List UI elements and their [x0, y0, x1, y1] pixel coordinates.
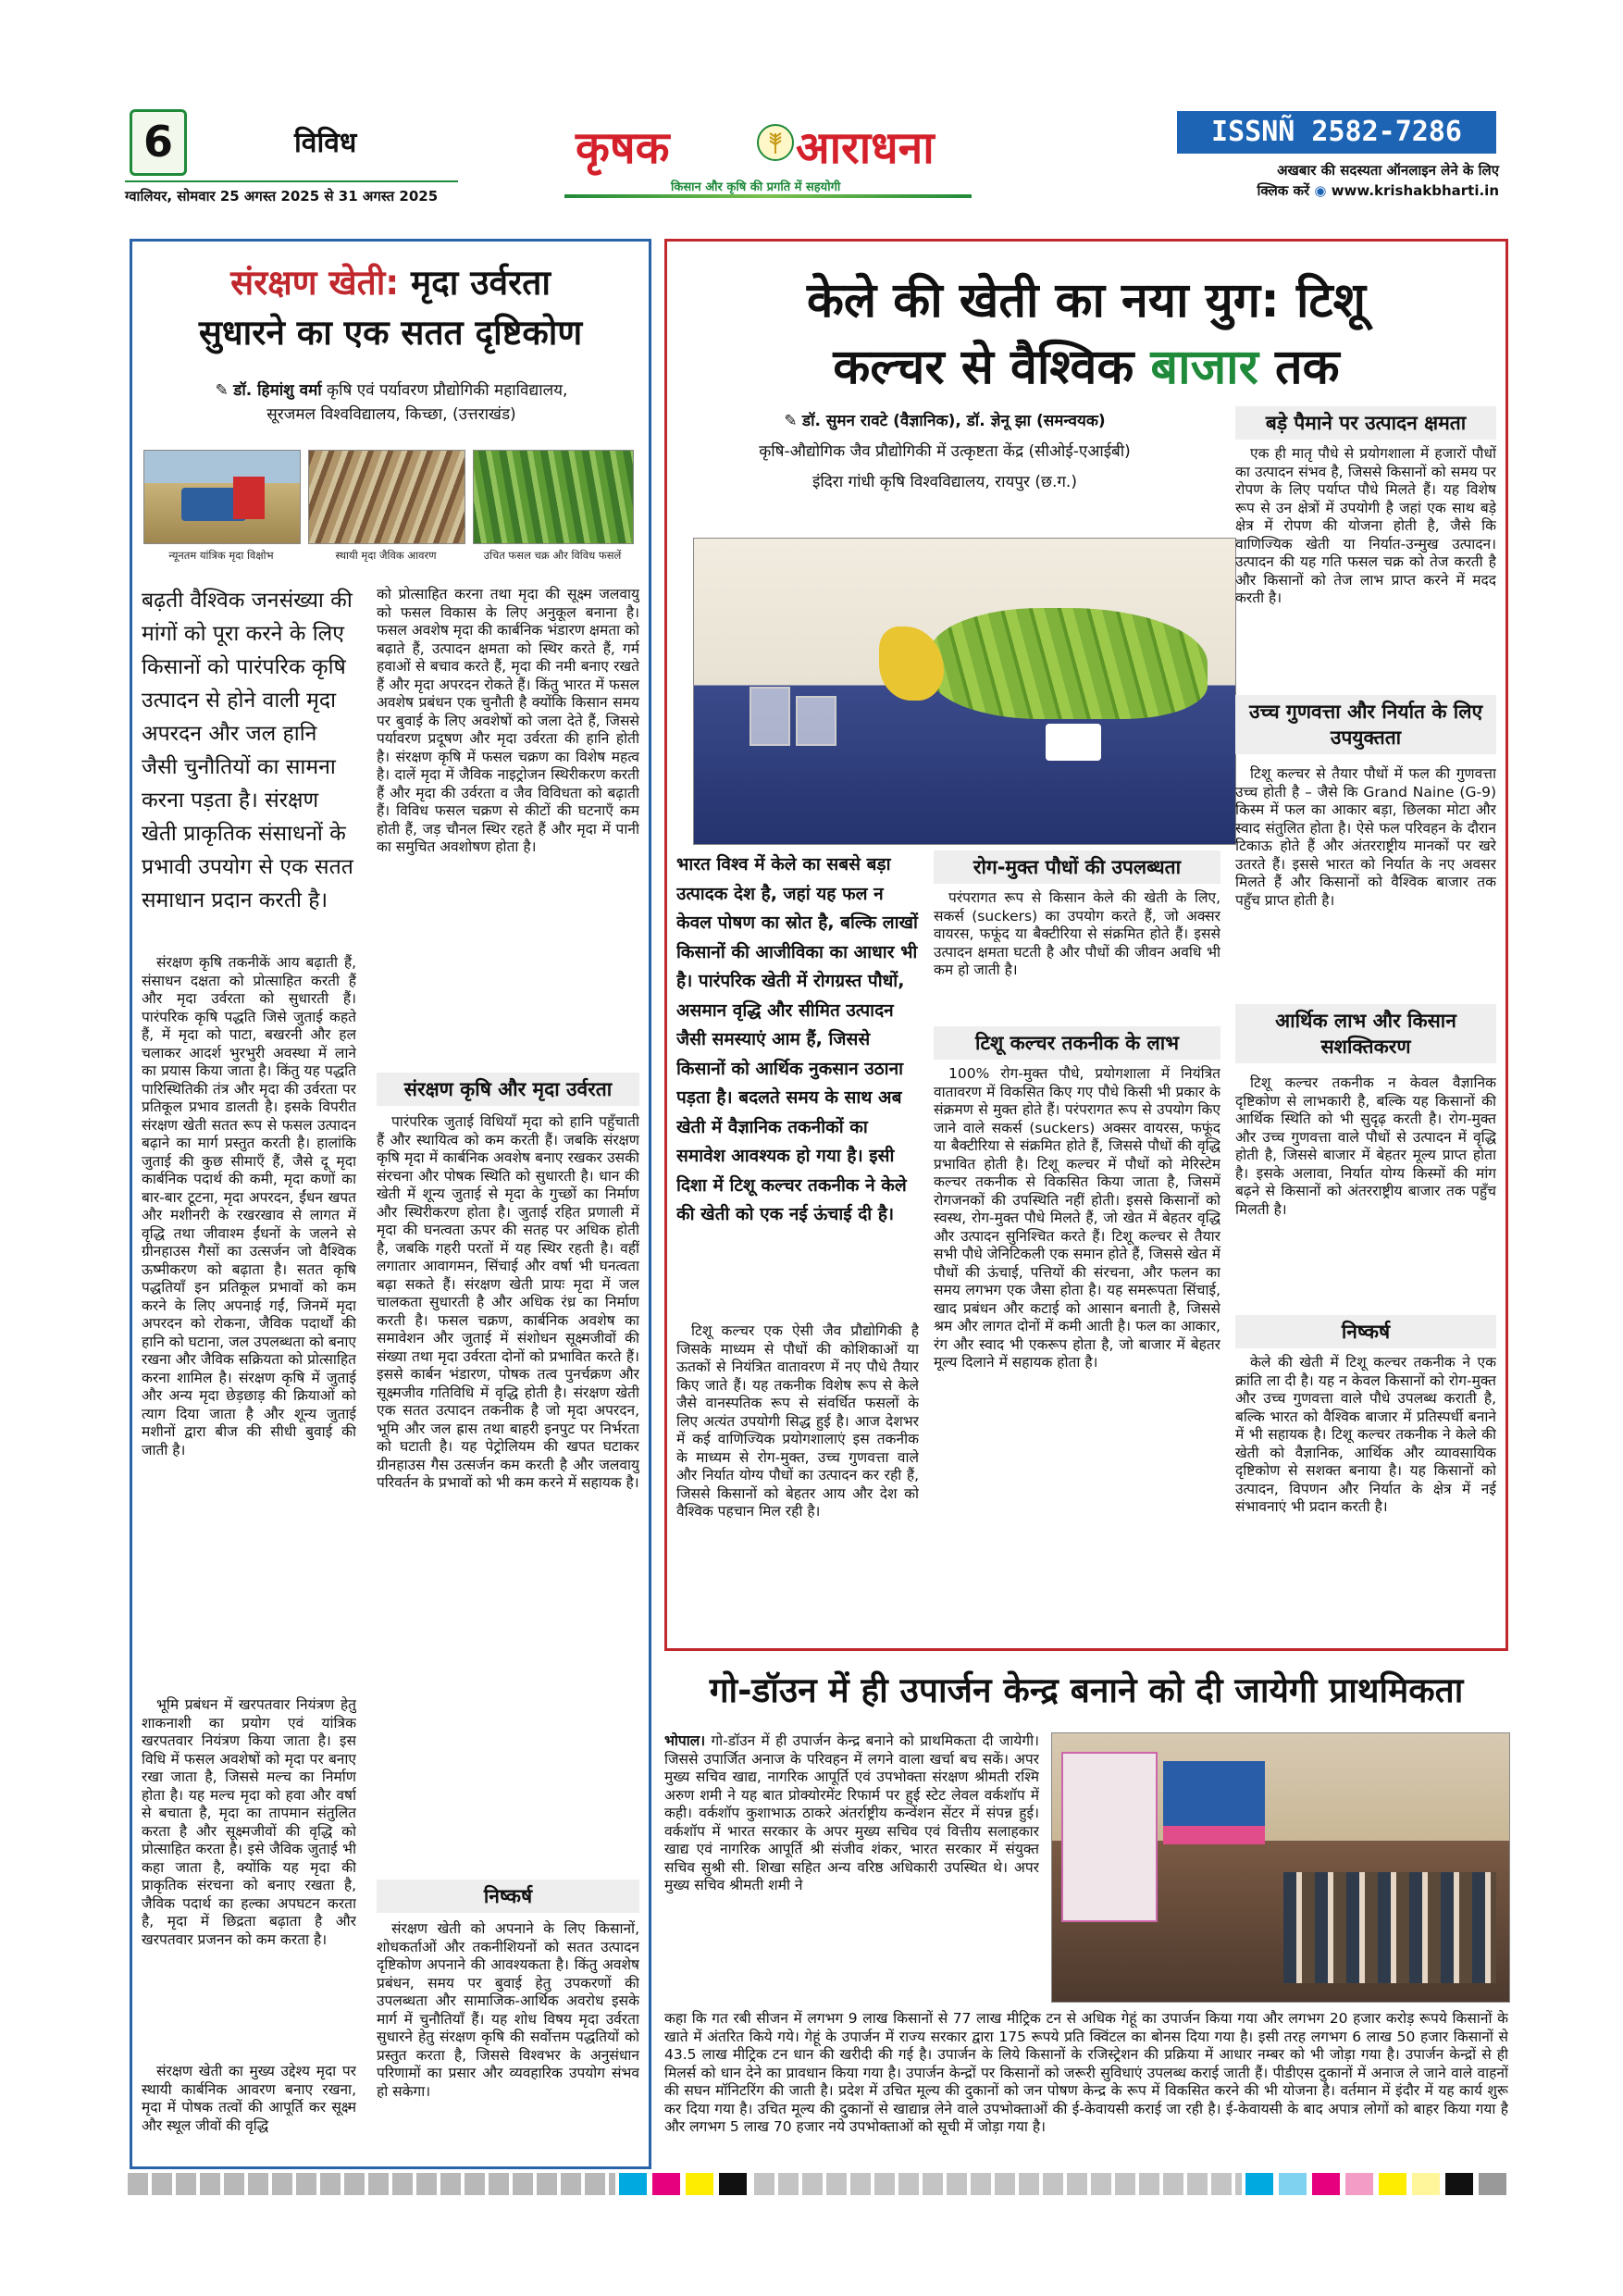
article2-colC-h1: बड़े पैमाने पर उत्पादन क्षमता [1235, 406, 1496, 440]
article2-byline [676, 406, 1213, 498]
article1-aff2: सूरजमल विश्वविद्यालय, किच्छा, (उत्तराखंड) [266, 405, 516, 424]
swatch-cyan [619, 2173, 647, 2195]
section-label: विविध [294, 127, 357, 159]
article3-title: गो-डॉउन में ही उपार्जन केन्द्र बनाने को दी जायेगी प्राथमिकता [709, 1670, 1464, 1710]
photo-banana-lab [693, 538, 1236, 845]
article1-title-red: संरक्षण खेती: [230, 263, 400, 303]
brand-logo [564, 117, 972, 200]
article1-col1-p3: संरक्षण खेती का मुख्य उद्देश्य मृदा पर स्थायी कार्बनिक आवरण बनाए रखना, मृदा में पोषक तत्वों की आपूर्ति कर सूक्ष्म और स्थूल जीवों की वृद्धि [142, 2063, 356, 2134]
article1-col2-heading: संरक्षण कृषि और मृदा उर्वरता [377, 1073, 639, 1106]
article1-title-rest: मृदा उर्वरता [411, 263, 551, 303]
article2-title-line1: केले की खेती का नया युग: टिशू [806, 273, 1367, 329]
swatch-yellow-2 [1379, 2173, 1406, 2195]
article2-colC-h4: निष्कर्ष [1235, 1315, 1496, 1348]
subscribe-link[interactable] [1147, 181, 1499, 200]
article3-dateline: भोपाल। [664, 1732, 706, 1749]
article3-top-body: गो-डॉउन में ही उपार्जन केन्द्र बनाने को प्राथमिकता दी जायेगी। जिससे उपार्जित अनाज के परिवहन में लगने वाला खर्चा बच सकें। अपर मुख्य सचिव खाद्य, नागरिक आपूर्ति एवं उपभोक्ता संरक्षण श्रीमती रश्मि अरुण शमी ने यह बात प्रोक्योरमेंट रिफार्म पर हुई स्टेट लेवल वर्कशॉप में कही। वर्कशॉप कुशाभाऊ ठाकरे अंतर्राष्ट्रीय कन्वेंशन सेंटर में संपन्न हुई। वर्कशॉप में भारत सरकार के अपर मुख्य सचिव एवं वित्तीय सलाहकार खाद्य एवं नागरिक आपूर्ति श्री संजीव शंकर, भारत सरकार में संयुक्त सचिव सुश्री सी. शिखा सहित अन्य वरिष्ठ अधिकारी उपस्थित थे। अपर मुख्य सचिव श्रीमती शमी ने [664, 1732, 1039, 1893]
wheat-emblem-icon [757, 124, 794, 161]
swatch-black [719, 2173, 747, 2195]
article1-col1-p1: संरक्षण कृषि तकनीकें आय बढ़ाती हैं, संसाधन दक्षता को प्रोत्साहित करती हैं और मृदा उर्वरता को सुधारती हैं। पारंपरिक कृषि पद्धति जिसे जुताई कहते हैं, में मृदा को पाटा, बखरनी और हल चलाकर आदर्श भुरभुरी अवस्था में लाने का प्रयास किया जाता है। किंतु यह पद्धति पारिस्थितिकी तंत्र और मृदा की उर्वरता पर प्रतिकूल प्रभाव डालती है। इसके विपरीत संरक्षण खेती सतत रूप से फसल उत्पादन बढ़ाने का मार्ग प्रस्तुत करती है। हालांकि जुताई की कुछ सीमाएँ हैं, जैसे दू मृदा कार्बनिक पदार्थ की कमी, मृदा कणों का बार-बार टूटना, मृदा अपरदन, ईंधन खपत और मशीनरी के रखरखाव से लागत में वृद्धि तथा जीवाश्म ईंधनों के जलने से ग्रीनहाउस गैसों का उत्सर्जन जो वैश्विक ऊष्मीकरण को बढ़ाता है। सतत कृषि पद्धतियाँ इन प्रतिकूल प्रभावों को कम करने के लिए अपनाई गईं, जिनमें मृदा अपरदन को रोकना, जैविक पदार्थों की हानि को घटाना, जल उपलब्धता को बनाए रखना और जैविक सक्रियता को प्रोत्साहित करना शामिल है। संरक्षण कृषि में जुताई और अन्य मृदा छेड़छाड़ की क्रियाओं को त्याग दिया जाता है और शून्य जुताई मशीनों द्वारा बीज की सीधी बुवाई की जाती है। [142, 954, 356, 1458]
photo-caption-1: न्यूनतम यांत्रिक मृदा विक्षोभ [168, 549, 274, 562]
article1-byline [151, 379, 632, 427]
article1-title-line2: सुधारने का एक सतत दृष्टिकोण [198, 313, 583, 353]
article2-title-line2a: कल्चर से वैश्विक [833, 340, 1134, 395]
header-rule-left [125, 180, 458, 182]
globe-icon: ◉ [1314, 182, 1332, 199]
article2-colC-h2: उच्च गुणवत्ता और निर्यात के लिए उपयुक्तता [1235, 695, 1496, 754]
article1-author: डॉ. हिमांशु वर्मा [233, 381, 322, 400]
subscribe-line: अखबार की सदस्यता ऑनलाइन लेने के लिए [1277, 162, 1499, 179]
article1-col2-p3: संरक्षण खेती को अपनाने के लिए किसानों, शोधकर्ताओं और तकनीशियनों को सतत उत्पादन दृष्टिकोण अपनाने की आवश्यकता है। किंतु अवशेष प्रबंधन, समय पर बुवाई हेतु उपकरणों की उपलब्धता और सामाजिक-आर्थिक अवरोध इसके मार्ग में चुनौतियाँ हैं। यह शोध विषय मृदा उर्वरता सुधारने हेतु संरक्षण कृषि की सर्वोत्तम पद्धतियों को प्रस्तुत करता है, जिससे विश्वभर के अनुसंधान परिणामों का प्रसार और व्यवहारिक उपयोग संभव हो सकेगा। [377, 1920, 639, 2100]
article1-title [132, 258, 649, 358]
article3-top-text [664, 1732, 1039, 2005]
swatch-gray [1479, 2173, 1506, 2195]
article1-col2-p2: पारंपरिक जुताई विधियाँ मृदा को हानि पहुँचाती हैं और स्थायित्व को कम करती हैं। जबकि संरक्षण कृषि मृदा में कार्बनिक अवशेष बनाए रखकर उसकी संरचना और पोषक स्थिति को सुधारती है। धान की खेती में शून्य जुताई से मृदा के गुच्छों का निर्माण और स्थिरीकरण होता है। जुताई रहित प्रणाली में मृदा की घनत्वता ऊपर की सतह पर अधिक होती है, जबकि गहरी परतों में यह स्थिर रहती है। वहीं लगातार आवागमन, सिंचाई और वर्षा भी घनत्वता बढ़ा सकते हैं। संरक्षण खेती प्रायः मृदा में जल चालकता सुधारती है और अधिक रंध्र का निर्माण करती है। फसल चक्रण, कार्बनिक अवशेष का समावेशन और जुताई में संशोधन सूक्ष्मजीवों की संख्या तथा मृदा उर्वरता दोनों को प्रभावित करते हैं। इससे कार्बन भंडारण, पोषक तत्व पुनर्चक्रण और सूक्ष्मजीव गतिविधि में वृद्धि होती है। संरक्षण खेती एक सतत उत्पादन तकनीक है जो मृदा अपरदन, भूमि और जल ह्रास तथा बाहरी इनपुट पर निर्भरता को घटाती है। यह पेट्रोलियम की खपत घटाकर ग्रीनहाउस गैस उत्सर्जन कम करती है और जलवायु परिवर्तन के प्रभावों को भी कम करने में सहायक है। [377, 1113, 639, 1491]
swatch-black-2 [1445, 2173, 1473, 2195]
photo-tractor-seeder [143, 450, 301, 544]
pen-icon: ✎ [784, 412, 798, 430]
page-number: 6 [142, 117, 173, 167]
article2-colC-p1: एक ही मातृ पौधे से प्रयोगशाला में हजारों पौधों का उत्पादन संभव है, जिससे किसानों को समय पर रोपण के लिए पर्याप्त पौधे मिलते हैं। यह विशेष रूप से उन क्षेत्रों में उपयोगी है जहां एक साथ बड़े क्षेत्र में रोपण की योजना होती है, जैसे कि वाणिज्यिक खेती या निर्यात-उन्मुख उत्पादन। उत्पादन की यह गति फसल चक्र को तेज करती है और किसानों को तेज लाभ प्राप्त करने में मदद करती है। [1235, 445, 1496, 606]
article2-colB-p1: परंपरागत रूप से किसान केले की खेती के लिए, सकर्स (suckers) का उपयोग करते हैं, जो अक्सर वायरस, फफूंद या बैक्टीरिया से संक्रमित होते हैं। इससे उत्पादन क्षमता घटती है और पौधों की जीवन अवधि भी कम हो जाती है। [934, 889, 1220, 978]
brand-name-right: आराधना [796, 122, 935, 174]
article1-col2-p1: को प्रोत्साहित करना तथा मृदा की सूक्ष्म जलवायु को फसल विकास के लिए अनुकूल बनाना है। फसल अवशेष मृदा की कार्बनिक भंडारण क्षमता को बढ़ाते हैं, उत्पादन क्षमता को स्थिर करते हैं, गर्म हवाओं से बचाव करते हैं, मृदा की नमी बनाए रखते हैं और मृदा अपरदन रोकते हैं। किंतु भारत में फसल अवशेष प्रबंधन एक चुनौती है क्योंकि किसान समय पर बुवाई के लिए अवशेषों को जला देते हैं, जिससे पर्यावरण प्रदूषण और मृदा उर्वरता की हानि होती है। संरक्षण कृषि में फसल चक्रण का विशेष महत्व है। दालें मृदा में जैविक नाइट्रोजन स्थिरीकरण करती हैं और मृदा की उर्वरता व जैव विविधता को बढ़ाती हैं। विविध फसल चक्रण से कीटों की घटनाएँ कम होती हैं, जड़ चौनल स्थिर रहते हैं और मृदा में पानी का समुचित अवशोषण होता है। [377, 586, 639, 855]
issn-badge [1177, 111, 1496, 154]
pen-icon: ✎ [215, 381, 229, 400]
gray-strip-left [128, 2173, 615, 2195]
photo-crop-rows [473, 450, 634, 544]
page-number-box [130, 109, 187, 176]
dateline: ग्वालियर, सोमवार 25 अगस्त 2025 से 31 अगस्त 2025 [125, 188, 439, 205]
article2-authors: डॉ. सुमन रावटे (वैज्ञानिक), डॉ. ज्ञेनू झा (समन्वयक) [801, 412, 1106, 430]
swatch-lightyellow [1412, 2173, 1440, 2195]
article2-colB-h1: रोग-मुक्त पौधों की उपलब्धता [934, 850, 1220, 884]
article2-colC-p4: केले की खेती में टिशू कल्चर तकनीक ने एक क्रांति ला दी है। यह न केवल किसानों को रोग-मुक्त और उच्च गुणवत्ता वाले पौधे उपलब्ध कराती है, बल्कि भारत को वैश्विक बाजार में प्रतिस्पर्धी बनाने में भी सहायक है। टिशू कल्चर तकनीक ने केले की खेती को वैज्ञानिक, आर्थिक और व्यावसायिक दृष्टिकोण से सशक्त बनाया है। यह किसानों को उत्पादन, विपणन और निर्यात के क्षेत्र में नई संभावनाएं भी प्रदान करती है। [1235, 1354, 1496, 1515]
swatch-magenta-2 [1312, 2173, 1340, 2195]
brand-tagline: किसान और कृषि की प्रगति में सहयोगी [671, 180, 841, 194]
photo-mulch-cover [308, 450, 465, 544]
swatch-magenta [652, 2173, 680, 2195]
swatch-yellow [686, 2173, 713, 2195]
article2-colB-p2: 100% रोग-मुक्त पौधे, प्रयोगशाला में नियंत्रित वातावरण में विकसित किए गए पौधे किसी भी प्रकार के संक्रमण से मुक्त होते हैं। परंपरागत रूप से उपयोग किए जाने वाले सकर्स (suckers) अक्सर वायरस, फफूंद या बैक्टीरिया से संक्रमित होते हैं, जिससे पौधों की वृद्धि प्रभावित होती है। टिशू कल्चर में पौधों को मेरिस्टेम कल्चर तकनीक से विकसित किया जाता है, जिसमें रोगजनकों की उपस्थिति नहीं होती। इससे किसानों को स्वस्थ, रोग-मुक्त पौधे मिलते हैं, जो खेत में बेहतर वृद्धि और उत्पादन सुनिश्चित करते हैं। टिशू कल्चर से तैयार सभी पौधे जेनिटिकली एक समान होते हैं, जिससे खेत में पौधों की ऊंचाई, पत्तियों की संरचना, और फलन का समय लगभग एक जैसा होता है। यह समरूपता सिंचाई, खाद प्रबंधन और कटाई को आसान बनाती है, जिससे श्रम और लागत दोनों में कमी आती है। फल का आकार, रंग और स्वाद भी एकरूप होता है, जो बाजार में बेहतर मूल्य दिलाने में सहायक होता है। [934, 1065, 1220, 1371]
website-url[interactable]: www.krishakbharti.in [1331, 182, 1499, 199]
article-godown-procurement [664, 1666, 1508, 2166]
article2-colA-p1: टिशू कल्चर एक ऐसी जैव प्रौद्योगिकी है जिसके माध्यम से पौधों की कोशिकाओं या ऊतकों से नियंत्रित वातावरण में नए पौधे तैयार किए जाते हैं। यह तकनीक विशेष रूप से केले जैसे वानस्पतिक रूप से संवर्धित फसलों के लिए अत्यंत उपयोगी सिद्ध हुई है। आज देशभर में कई वाणिज्यिक प्रयोगशालाएं इस तकनीक के माध्यम से रोग-मुक्त, उच्च गुणवत्ता वाले और निर्यात योग्य पौधों का उत्पादन कर रही हैं, जिससे किसानों को बेहतर आय और देश को वैश्विक पहचान मिल रही है। [676, 1322, 919, 1520]
brand-underline [564, 194, 972, 198]
article2-colC-h3: आर्थिक लाभ और किसान सशक्तिकरण [1235, 1004, 1496, 1063]
article1-aff1: कृषि एवं पर्यावरण प्रौद्योगिकी महाविद्यालय, [327, 381, 568, 400]
article1-col1-p2: भूमि प्रबंधन में खरपतवार नियंत्रण हेतु शाकनाशी का प्रयोग एवं यांत्रिक खरपतवार नियंत्रण किया जाता है। इस विधि में फसल अवशेषों को मृदा पर बनाए रखा जाता है, जिससे मल्च का निर्माण होता है। यह मल्च मृदा को हवा और वर्षा से बचाता है, मृदा का तापमान संतुलित करता है और सूक्ष्मजीवों की वृद्धि को प्रोत्साहित करता है। इसे जैविक जुताई भी कहा जाता है, क्योंकि यह मृदा की प्राकृतिक संरचना को बनाए रखता है, जैविक पदार्थ का हल्का अपघटन करता है, मृदा में छिद्रता बढ़ाता है और खरपतवार प्रजनन को कम करता है। [142, 1696, 356, 1948]
photo-caption-2: स्थायी मृदा जैविक आवरण [335, 549, 437, 562]
swatch-pink [1345, 2173, 1373, 2195]
article3-full-text: कहा कि गत रबी सीजन में लगभग 9 लाख किसानों से 77 लाख मीट्रिक टन से अधिक गेहूं का उपार्जन किया गया और लगभग 20 हजार करोड़ रूपये किसानों के खाते में अंतरित किये गये। गेहूं के उपार्जन में राज्य सरकार द्वारा 175 रूपये प्रति क्विंटल का बोनस दिया गया है। इसी तरह लगभग 6 लाख 50 हजार किसानों से 43.5 लाख मीट्रिक टन धान की खरीदी की गई है। उपार्जन के लिये किसानों के रजिस्ट्रेशन की प्रक्रिया में आधार नम्बर को भी जोड़ा गया है। उपार्जन केन्द्रों से ही मिलर्स को धान देने का प्रावधान किया गया है। उपार्जन केन्द्रों पर किसानों को जरूरी सुविधाएं उपलब्ध कराई जाती हैं। पीडीएस दुकानों में अनाज ले जाने वाले वाहनों की सघन मॉनिटरिंग की जाती है। प्रदेश में उचित मूल्य की दुकानों को जन पोषण केन्द्र के रूप में विकसित करने की भी योजना है। वर्तमान में इंदौर में यह कार्य शुरू कर दिया गया है। उचित मूल्य की दुकानों से खाद्यान्न लेने वाले उपभोक्ताओं की ई-केवायसी कराई जा रही है। ई-केवायसी के बाद अपात्र लोगों को बाहर किया गया है और लगभग 5 लाख 70 हजार नये उपभोक्ताओं को सूची में जोड़ा गया है। [664, 2010, 1508, 2135]
article-conservation-farming [130, 239, 651, 2169]
swatch-cyan-2 [1245, 2173, 1273, 2195]
article2-title-line2b: तक [1275, 340, 1340, 395]
article2-aff2: इंदिरा गांधी कृषि विश्वविद्यालय, रायपुर (छ.ग.) [812, 473, 1077, 491]
swatch-lightblue [1279, 2173, 1307, 2195]
article2-lead: भारत विश्व में केले का सबसे बड़ा उत्पादक देश है, जहां यह फल न केवल पोषण का स्रोत है, बल्कि लाखों किसानों की आजीविका का आधार भी है। पारंपरिक खेती में रोगग्रस्त पौधों, असमान वृद्धि और सीमित उत्पादन जैसी समस्याएं आम हैं, जिससे किसानों को आर्थिक नुकसान उठाना पड़ता है। बदलते समय के साथ अब खेती में वैज्ञानिक तकनीकों का समावेश आवश्यक हो गया है। इसी दिशा में टिशू कल्चर तकनीक ने केले की खेती को एक नई ऊंचाई दी है। [676, 854, 918, 1224]
article2-colC-p2: टिशू कल्चर से तैयार पौधों में फल की गुणवत्ता उच्च होती है – जैसे कि Grand Naine (G-9) किस्म में फल का आकार बड़ा, छिलका मोटा और स्वाद संतुलित होता है। ऐसे फल परिवहन के दौरान टिकाऊ होते हैं और अंतरराष्ट्रीय मानकों पर खरे उतरते हैं। इससे भारत को निर्यात के नए अवसर मिलते हैं और किसानों को वैश्विक बाजार तक पहुँच प्राप्त होती है। [1235, 765, 1496, 909]
photo-caption-3: उचित फसल चक्र और विविध फसलें [483, 549, 622, 562]
article1-lead: बढ़ती वैश्विक जनसंख्या की मांगों को पूरा करने के लिए किसानों को पारंपरिक कृषि उत्पादन से होने वाली मृदा अपरदन और जल हानि जैसी चुनौतियों का सामना करना पड़ता है। संरक्षण खेती प्राकृतिक संसाधनों के प्रभावी उपयोग से एक सतत समाधान प्रदान करती है। [142, 589, 353, 912]
issn-text: ISSNÑ 2582-7286 [1211, 116, 1462, 148]
article1-col2-heading2: निष्कर्ष [377, 1880, 639, 1913]
article2-title-green: बाजार [1150, 340, 1258, 395]
article2-title [667, 267, 1505, 401]
gray-strip-mid [754, 2173, 1242, 2195]
click-label: क्लिक करें [1257, 182, 1310, 199]
article-banana-tissue-culture [664, 239, 1508, 1651]
article2-aff1: कृषि-औद्योगिक जैव प्रौद्योगिकी में उत्कृष्टता केंद्र (सीओई-एआईबी) [759, 442, 1131, 461]
brand-name-left: कृषक [576, 122, 670, 174]
article2-colC-p3: टिशू कल्चर तकनीक न केवल वैज्ञानिक दृष्टिकोण से लाभकारी है, बल्कि यह किसानों की आर्थिक स्थिति को भी सुदृढ़ करती है। रोग-मुक्त और उच्च गुणवत्ता वाले पौधों से उत्पादन में वृद्धि होती है, जिससे बाजार में बेहतर मूल्य प्राप्त होता है। इसके अलावा, निर्यात योग्य किस्मों की मांग बढ़ने से किसानों को अंतरराष्ट्रीय बाजार तक पहुँच मिलती है। [1235, 1074, 1496, 1218]
photo-workshop-hall [1051, 1732, 1510, 2003]
color-calibration-bar [128, 2173, 1506, 2195]
article2-colB-h2: टिशू कल्चर तकनीक के लाभ [934, 1026, 1220, 1060]
